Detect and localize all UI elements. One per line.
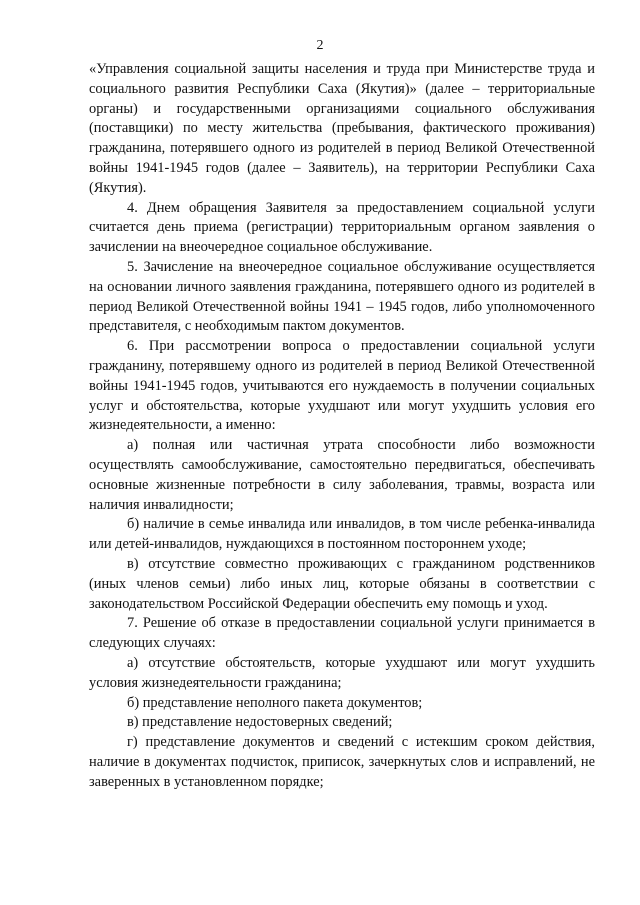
paragraph-continuation: «Управления социальной защиты населения и труда при Министерстве труда и социального развития Республики Саха (Якутия)» (далее – территориальные органы) и государственными организациями социального обслуживания (поставщики) по месту жительства (пребывания, фактического проживания) гражданина, потерявшего одного из родителей в период Великой Отечественной войны 1941-1945 годов (далее – Заявитель), на территории Республики Саха (Якутия). [89,61,595,196]
paragraph-item-6: 6. При рассмотрении вопроса о предоставлении социальной услуги гражданину, потерявшему одного из родителей в период Великой Отечественной войны 1941-1945 годов, учитываются его нуждаемость в получении социальных услуг и обстоятельства, которые ухудшают или могут ухудшить условия его жизнедеятельности, а именно: [89,338,595,434]
paragraph-item-7: 7. Решение об отказе в предоставлении социальной услуги принимается в следующих случаях: [89,615,595,652]
paragraph-item-7b: б) представление неполного пакета документов; [127,694,423,711]
paragraph-item-4: 4. Днем обращения Заявителя за предоставлением социальной услуги считается день приема (регистрации) территориальным органом заявления о зачислении на внеочередное социальное обслуживание. [89,199,595,256]
paragraph-item-7v: в) представление недостоверных сведений; [127,714,393,731]
paragraph-item-6a: а) полная или частичная утрата способности либо возможности осуществлять самообслуживание, самостоятельно передвигаться, обеспечивать основные жизненные потребности в силу заболевания, травмы, возраста или наличия инвалидности; [89,437,595,513]
paragraph-item-6v: в) отсутствие совместно проживающих с гражданином родственников (иных членов семьи) либо иных лиц, которые обязаны в соответствии с законодательством Российской Федерации обеспечить ему помощь и уход. [89,555,595,612]
paragraph-item-7g: г) представление документов и сведений с истекшим сроком действия, наличие в документах подчисток, приписок, зачеркнутых слов и исправлений, не заверенных в установленном порядке; [89,734,595,790]
document-body [89,60,595,792]
paragraph-item-7a: а) отсутствие обстоятельств, которые ухудшают или могут ухудшить условия жизнедеятельности гражданина; [89,654,595,691]
paragraph-item-6b: б) наличие в семье инвалида или инвалидов, в том числе ребенка-инвалида или детей-инвалидов, нуждающихся в постоянном постороннем уходе; [89,516,595,553]
page-number: 2 [316,38,324,53]
paragraph-item-5: 5. Зачисление на внеочередное социальное обслуживание осуществляется на основании личного заявления гражданина, потерявшего одного из родителей в период Великой Отечественной войны 1941 – 1945 годов, либо уполномоченного представителя, с необходимым пактом документов. [89,258,595,335]
